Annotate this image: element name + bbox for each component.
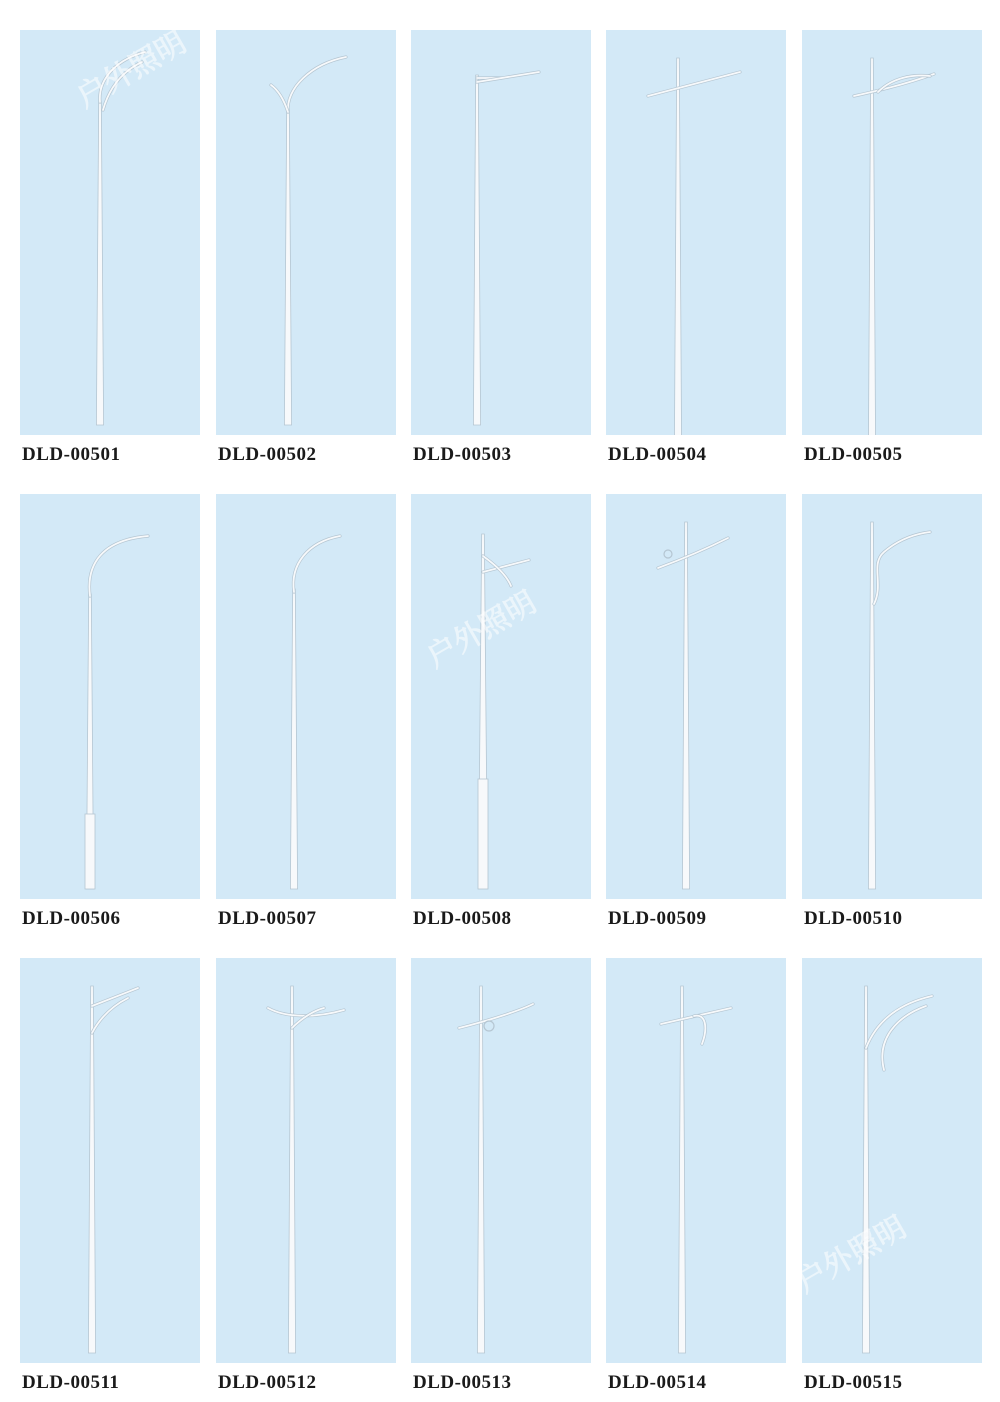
product-code: DLD-00508 [413, 908, 512, 929]
lamp-arm [293, 536, 340, 592]
product-code: DLD-00506 [22, 908, 121, 929]
street-light-image [216, 494, 396, 899]
product-card [411, 958, 591, 1393]
pole-shaft [290, 589, 297, 889]
street-light-drawing [411, 958, 591, 1363]
pole-base-sleeve [478, 779, 488, 889]
product-code: DLD-00503 [413, 444, 512, 465]
pole-shaft [88, 986, 95, 1353]
product-card [802, 30, 982, 465]
product-card [606, 958, 786, 1393]
lamp-arm [103, 62, 142, 110]
lamp-arm [92, 988, 138, 1006]
lamp-arm [271, 85, 288, 112]
ring-ornament [484, 1021, 494, 1031]
product-code: DLD-00509 [608, 908, 707, 929]
street-light-image [802, 494, 982, 899]
pole-shaft [674, 58, 681, 435]
street-light-image [411, 30, 591, 435]
product-code: DLD-00504 [608, 444, 707, 465]
lamp-arm [103, 62, 142, 110]
product-card [606, 494, 786, 929]
pole-shaft [288, 986, 295, 1353]
pole-shaft [868, 58, 875, 435]
product-card [606, 30, 786, 465]
street-light-drawing [216, 494, 396, 899]
street-light-drawing [606, 958, 786, 1363]
street-light-image [216, 30, 396, 435]
lamp-arm [694, 1016, 705, 1044]
product-card [411, 30, 591, 465]
pole-shaft [477, 986, 484, 1353]
street-light-drawing [802, 494, 982, 899]
pole-shaft [678, 986, 685, 1353]
street-light-drawing [20, 30, 200, 435]
product-code: DLD-00513 [413, 1372, 512, 1393]
product-card [216, 494, 396, 929]
product-code: DLD-00502 [218, 444, 317, 465]
product-code: DLD-00512 [218, 1372, 317, 1393]
product-code: DLD-00505 [804, 444, 903, 465]
lamp-arm [648, 72, 740, 96]
street-light-image [20, 958, 200, 1363]
street-light-image [606, 958, 786, 1363]
street-light-image [802, 30, 982, 435]
product-code: DLD-00511 [22, 1372, 120, 1393]
product-code: DLD-00507 [218, 908, 317, 929]
product-code: DLD-00510 [804, 908, 903, 929]
watermark: 户外照明 [71, 24, 193, 116]
street-light-drawing [606, 494, 786, 899]
lamp-arm [292, 1008, 324, 1028]
product-card [20, 30, 200, 465]
street-light-image [411, 494, 591, 899]
street-light-drawing [216, 958, 396, 1363]
scroll-ornament [664, 550, 672, 558]
street-light-image [20, 494, 200, 899]
lamp-arm [874, 532, 930, 604]
watermark: 户外照明 [791, 1209, 913, 1301]
product-card [802, 494, 982, 929]
product-code: DLD-00501 [22, 444, 121, 465]
street-light-drawing [20, 494, 200, 899]
street-light-drawing [20, 958, 200, 1363]
street-light-image [802, 958, 982, 1363]
street-light-drawing [802, 30, 982, 435]
product-card [216, 30, 396, 465]
product-card [20, 958, 200, 1393]
watermark: 户外照明 [421, 584, 543, 676]
pole-shaft [868, 522, 875, 889]
product-card [802, 958, 982, 1393]
pole-shaft [682, 522, 689, 889]
product-code: DLD-00515 [804, 1372, 903, 1393]
street-light-image [20, 30, 200, 435]
product-code: DLD-00514 [608, 1372, 707, 1393]
product-card [216, 958, 396, 1393]
street-light-image [606, 494, 786, 899]
pole-shaft [473, 75, 480, 425]
street-light-drawing [411, 494, 591, 899]
product-card [411, 494, 591, 929]
street-light-drawing [216, 30, 396, 435]
street-light-image [411, 958, 591, 1363]
pole-shaft [96, 102, 103, 425]
pole-shaft [284, 110, 291, 425]
street-light-image [606, 30, 786, 435]
street-light-image [216, 958, 396, 1363]
lamp-arm [89, 536, 148, 596]
lamp-arm [288, 57, 346, 112]
street-light-drawing [411, 30, 591, 435]
street-light-drawing [606, 30, 786, 435]
lamp-arm [874, 532, 930, 604]
pole-base-sleeve [85, 814, 95, 889]
lamp-arm [89, 536, 148, 596]
product-card [20, 494, 200, 929]
street-light-drawing [802, 958, 982, 1363]
